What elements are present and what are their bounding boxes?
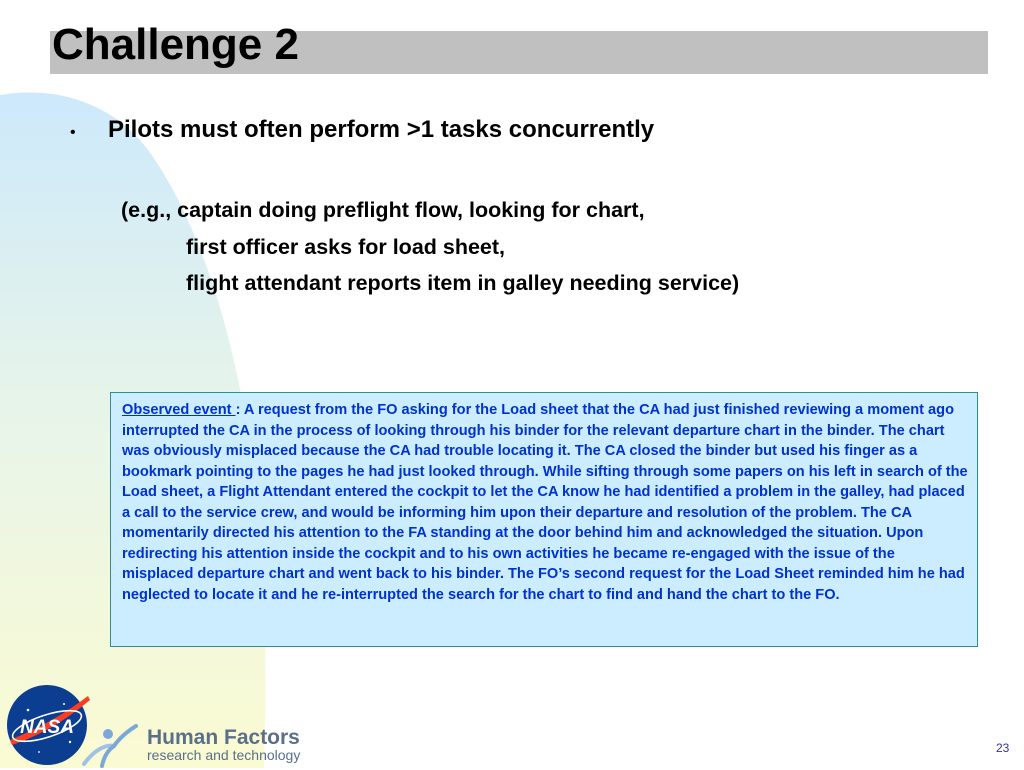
bullet-item <box>70 116 654 144</box>
example-line-3: flight attendant reports item in galley needing service) <box>186 271 740 295</box>
observed-event-label: Observed event <box>122 402 236 418</box>
page-number: 23 <box>996 741 1010 755</box>
bullet-text: Pilots must often perform >1 tasks concurrently <box>108 116 655 143</box>
human-figure-icon <box>80 720 140 770</box>
human-factors-title: Human Factors <box>147 726 300 749</box>
example-line-2: first officer asks for load sheet, <box>186 235 506 259</box>
observed-event-text: : A request from the FO asking for the Load sheet that the CA had just finished reviewing a moment ago interrupted the CA in the process of looking through his binder for the relevant departure chart in the binder. The chart was obviously misplaced because the CA had trouble locating it. The CA closed the binder but used his finger as a bookmark pointing to the pages he had just looked through. While sifting through some papers on his left in search of the Load sheet, a Flight Attendant entered the cockpit to let the CA know he had identified a problem in the galley, had placed a call to the service crew, and would be informing him upon their departure and resolution of the problem. The CA momentarily directed his attention to the FA standing at the door behind him and acknowledged the situation. Upon redirecting his attention inside the cockpit and to his own activities he became re-engaged with the issue of the misplaced departure chart and went back to his binder. The FO’s second request for the Load Sheet reminded him he had neglected to locate it and he re-interrupted the search for the chart to find and hand the chart to the FO. <box>122 402 968 603</box>
slide-title: Challenge 2 <box>52 20 299 69</box>
nasa-logo-icon <box>4 682 90 768</box>
bullet-dot-icon: • <box>70 124 76 141</box>
observed-event-box <box>110 392 978 647</box>
human-factors-subtitle: research and technology <box>147 747 301 763</box>
nasa-logo-text: NASA <box>20 717 74 738</box>
example-line-1: (e.g., captain doing preflight flow, looking for chart, <box>121 198 645 222</box>
